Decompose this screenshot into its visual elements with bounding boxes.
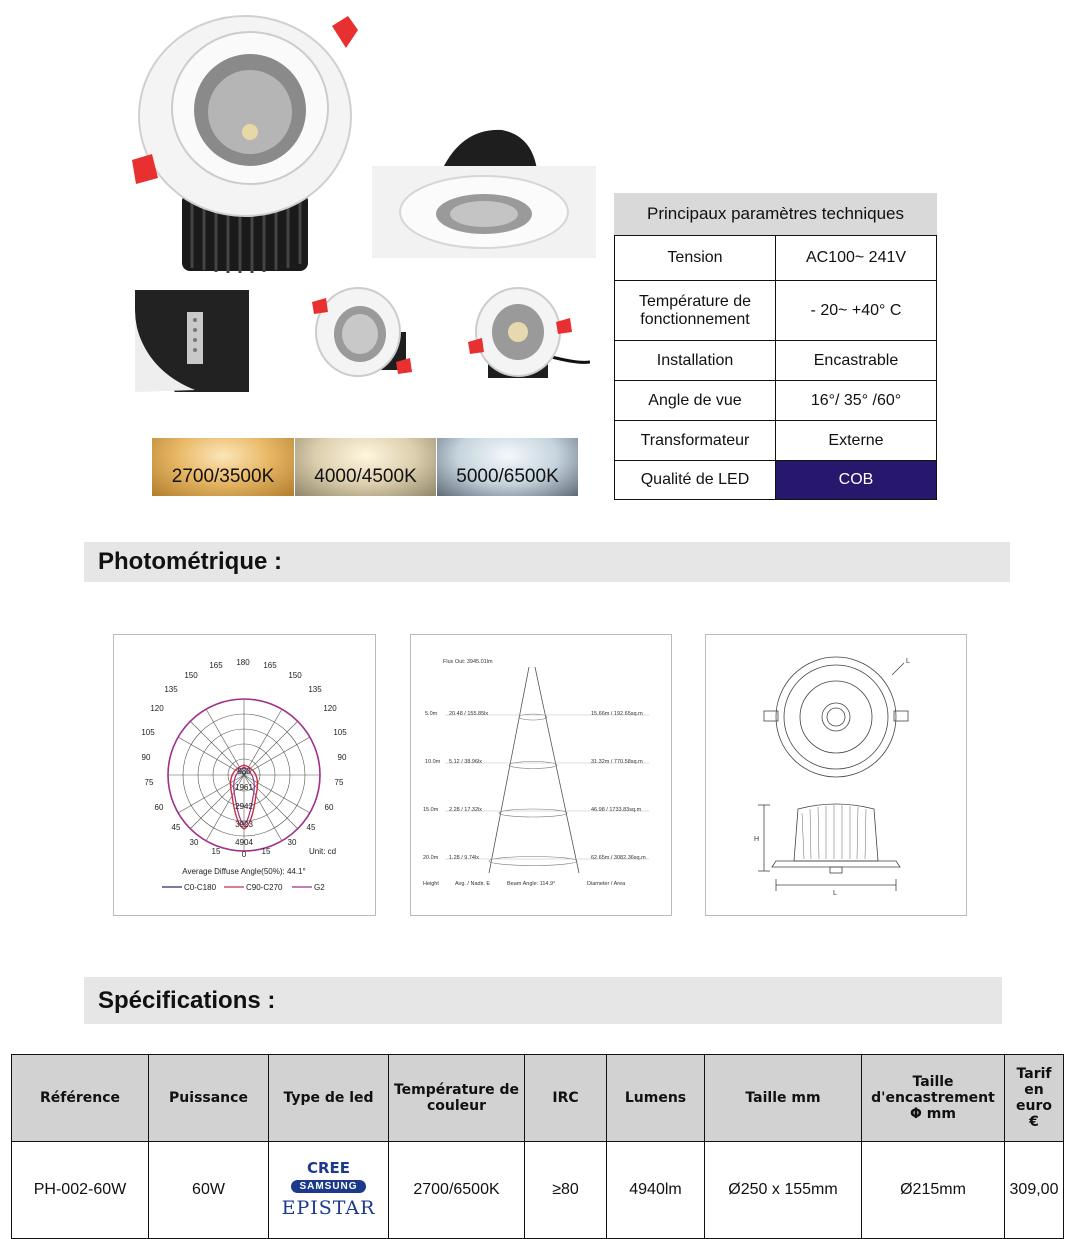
params-title: Principaux paramètres techniques xyxy=(614,193,937,235)
color-temp-warm-label: 2700/3500K xyxy=(171,466,275,487)
spec-lumens: 4940lm xyxy=(607,1142,705,1239)
product-angle-image-2 xyxy=(468,282,590,384)
cone-lux: 1.28 / 9.74lx xyxy=(449,855,479,861)
param-value-angle: 16°/ 35° /60° xyxy=(776,381,937,421)
param-label-transformer: Transformateur xyxy=(615,421,776,461)
cone-footer: Height xyxy=(423,881,439,887)
polar-value-label: 4904 xyxy=(235,838,253,847)
cone-flux: Flux Out: 3945.01lm xyxy=(443,659,493,665)
polar-value-label: 980 xyxy=(237,767,251,776)
polar-angle-label: 60 xyxy=(154,803,164,812)
technical-params xyxy=(614,193,937,500)
color-temp-warm xyxy=(152,438,294,496)
polar-angle-label: 165 xyxy=(209,661,223,670)
cone-lux: 20.48 / 155.85lx xyxy=(449,711,489,717)
cone-diagram xyxy=(410,634,672,916)
polar-angle-label: 165 xyxy=(263,661,277,670)
param-value-installation: Encastrable xyxy=(776,341,937,381)
brand-epistar: EPISTAR xyxy=(281,1197,376,1219)
polar-legend-c0: C0-C180 xyxy=(184,883,217,892)
polar-diagram xyxy=(113,634,376,916)
polar-angle-label: 135 xyxy=(164,685,178,694)
specs-header-size: Taille mm xyxy=(705,1055,862,1142)
polar-angle-label: 150 xyxy=(288,671,302,680)
cone-height: 15.0m xyxy=(423,807,439,813)
param-value-temperature: - 20~ +40° C xyxy=(776,281,937,341)
cone-lux: 2.28 / 17.32lx xyxy=(449,807,483,813)
photometry-heading xyxy=(84,542,1010,582)
spec-size: Ø250 x 155mm xyxy=(705,1142,862,1239)
specs-header-lumens: Lumens xyxy=(607,1055,705,1142)
polar-angle-label: 120 xyxy=(323,704,337,713)
cone-diameter: 15.66m / 192.65sq.m xyxy=(591,711,643,717)
polar-angle-label: 120 xyxy=(150,704,164,713)
polar-angle-label: 60 xyxy=(324,803,334,812)
dimension-l-top: L xyxy=(906,658,910,665)
specs-header-cutout: Taille d'encastrement Φ mm xyxy=(862,1055,1005,1142)
cone-height: 20.0m xyxy=(423,855,439,861)
param-label-led: Qualité de LED xyxy=(615,461,776,500)
param-value-tension: AC100~ 241V xyxy=(776,236,937,281)
polar-angle-label: 45 xyxy=(306,823,316,832)
brand-samsung: SAMSUNG xyxy=(291,1180,365,1193)
polar-angle-label: 75 xyxy=(334,778,344,787)
specs-header-temperature: Température de couleur xyxy=(389,1055,525,1142)
specs-header-price: Tarif en euro € xyxy=(1005,1055,1064,1142)
polar-value-label: 3923 xyxy=(235,820,253,829)
polar-angle-label: 105 xyxy=(141,728,155,737)
polar-angle-label: 90 xyxy=(337,753,347,762)
param-value-led: COB xyxy=(776,461,937,500)
polar-angle-label: 45 xyxy=(171,823,181,832)
spec-power: 60W xyxy=(149,1142,269,1239)
product-side-image xyxy=(372,128,596,258)
cone-footer: Diameter / Area xyxy=(587,881,626,887)
polar-angle-label: 30 xyxy=(189,838,199,847)
specs-heading xyxy=(84,977,1002,1024)
polar-angle-label: 0 xyxy=(241,850,247,859)
spec-led-brands xyxy=(269,1142,389,1239)
polar-angle-label: 135 xyxy=(308,685,322,694)
specs-header-irc: IRC xyxy=(525,1055,607,1142)
specs-header-led-type: Type de led xyxy=(269,1055,389,1142)
brand-cree: CREE xyxy=(306,1159,351,1177)
polar-angle-label: 30 xyxy=(287,838,297,847)
polar-angle-label: 15 xyxy=(261,847,271,856)
spec-temperature: 2700/6500K xyxy=(389,1142,525,1239)
cone-footer: Avg. / Nadir. E xyxy=(455,881,491,887)
color-temp-neutral xyxy=(295,438,436,496)
cone-height: 10.0m xyxy=(425,759,441,765)
polar-legend-c90: C90-C270 xyxy=(246,883,283,892)
polar-angle-label: 180 xyxy=(236,658,250,667)
specs-heading-text: Spécifications : xyxy=(98,986,276,1014)
cone-lux: 5.12 / 38.96lx xyxy=(449,759,483,765)
dimension-l-bottom: L xyxy=(833,890,837,897)
color-temp-cool-label: 5000/6500K xyxy=(456,466,559,487)
color-temp-neutral-label: 4000/4500K xyxy=(314,466,417,487)
param-label-angle: Angle de vue xyxy=(615,381,776,421)
product-main-image xyxy=(120,8,370,280)
product-detail-image xyxy=(135,290,249,392)
cone-diameter: 46.98 / 1733.83sq.m xyxy=(591,807,642,813)
specs-header-reference: Référence xyxy=(12,1055,149,1142)
polar-caption: Average Diffuse Angle(50%): 44.1° xyxy=(182,867,306,876)
polar-legend-g2: G2 xyxy=(314,883,325,892)
cone-footer: Beam Angle: 114.9° xyxy=(507,881,556,887)
polar-angle-label: 90 xyxy=(141,753,151,762)
specs-table xyxy=(11,1054,1064,1239)
polar-angle-label: 150 xyxy=(184,671,198,680)
cone-diameter: 62.65m / 3082.36sq.m xyxy=(591,855,646,861)
polar-angle-label: 75 xyxy=(144,778,154,787)
param-label-tension: Tension xyxy=(615,236,776,281)
param-value-transformer: Externe xyxy=(776,421,937,461)
dimension-h: H xyxy=(754,836,760,843)
spec-cutout: Ø215mm xyxy=(862,1142,1005,1239)
polar-value-label: 1961 xyxy=(235,783,253,792)
photometry-heading-text: Photométrique : xyxy=(98,548,282,575)
polar-unit: Unit: cd xyxy=(309,847,337,856)
spec-irc: ≥80 xyxy=(525,1142,607,1239)
product-angle-image-1 xyxy=(312,280,412,384)
spec-price: 309,00 xyxy=(1005,1142,1064,1239)
table-row xyxy=(12,1142,1064,1239)
polar-value-label: 2942 xyxy=(235,802,253,811)
specs-header-power: Puissance xyxy=(149,1055,269,1142)
cone-diameter: 31.32m / 770.58sq.m xyxy=(591,759,643,765)
dimension-drawing xyxy=(705,634,967,916)
spec-reference: PH-002-60W xyxy=(12,1142,149,1239)
param-label-temperature: Température de fonctionnement xyxy=(615,281,776,341)
color-temp-cool xyxy=(437,438,578,496)
param-label-installation: Installation xyxy=(615,341,776,381)
polar-angle-label: 105 xyxy=(333,728,347,737)
polar-angle-label: 15 xyxy=(211,847,221,856)
cone-height: 5.0m xyxy=(425,711,438,717)
